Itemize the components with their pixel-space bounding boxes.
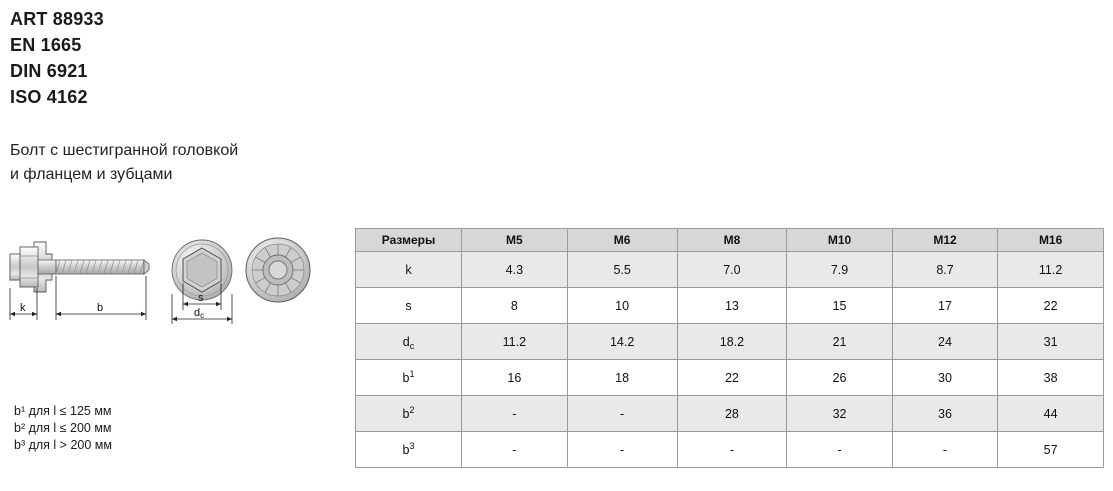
table-row	[356, 324, 1104, 360]
table-header-cell-m6: M6	[567, 229, 677, 252]
header-block	[10, 6, 340, 187]
cell-dc-m16: 31	[998, 324, 1104, 360]
cell-b2-m5: -	[462, 396, 568, 432]
table-row	[356, 252, 1104, 288]
footnotes	[14, 403, 112, 454]
cell-b1-m8: 22	[677, 360, 787, 396]
standard-en: EN 1665	[10, 35, 82, 55]
dimensions-table	[355, 228, 1104, 468]
dimension-label-k: k	[20, 302, 26, 314]
row-label-b3: $b^3$	[356, 432, 462, 468]
table-row	[356, 288, 1104, 324]
bolt-hex-end-view	[172, 240, 232, 300]
cell-b3-m16: 57	[998, 432, 1104, 468]
bolt-flange-end-view	[246, 238, 310, 302]
cell-k-m6: 5.5	[567, 252, 677, 288]
bolt-side-view	[10, 242, 149, 292]
dimension-label-b: b	[97, 302, 104, 314]
cell-b3-m10: -	[787, 432, 892, 468]
product-description-line-1: Болт с шестигранной головкой	[10, 142, 239, 159]
cell-b3-m8: -	[677, 432, 787, 468]
footnote-b1: b¹ для l ≤ 125 мм	[14, 404, 112, 418]
row-label-dc: $d_c$	[356, 324, 462, 360]
cell-dc-m5: 11.2	[462, 324, 568, 360]
technical-drawing	[6, 228, 326, 348]
row-label-s: s	[356, 288, 462, 324]
table-header-cell-m16: M16	[998, 229, 1104, 252]
dimension-label-dc: dc	[194, 307, 205, 320]
cell-k-m12: 8.7	[892, 252, 997, 288]
footnote-b3: b³ для l > 200 мм	[14, 438, 112, 452]
cell-b2-m12: 36	[892, 396, 997, 432]
product-description-line-2: и фланцем и зубцами	[10, 166, 173, 183]
cell-b2-m16: 44	[998, 396, 1104, 432]
cell-b1-m5: 16	[462, 360, 568, 396]
row-label-b2: $b^2$	[356, 396, 462, 432]
cell-k-m8: 7.0	[677, 252, 787, 288]
cell-b2-m8: 28	[677, 396, 787, 432]
cell-b3-m6: -	[567, 432, 677, 468]
standards-list	[10, 6, 340, 110]
table-row	[356, 432, 1104, 468]
table-header-cell-sizes: Размеры	[356, 229, 462, 252]
cell-b3-m5: -	[462, 432, 568, 468]
table-header-cell-m10: M10	[787, 229, 892, 252]
cell-s-m6: 10	[567, 288, 677, 324]
cell-b1-m16: 38	[998, 360, 1104, 396]
cell-s-m8: 13	[677, 288, 787, 324]
cell-b1-m10: 26	[787, 360, 892, 396]
row-label-b1: $b^1$	[356, 360, 462, 396]
cell-b1-m12: 30	[892, 360, 997, 396]
cell-dc-m6: 14.2	[567, 324, 677, 360]
cell-k-m10: 7.9	[787, 252, 892, 288]
table-header-cell-m12: M12	[892, 229, 997, 252]
cell-s-m16: 22	[998, 288, 1104, 324]
cell-b3-m12: -	[892, 432, 997, 468]
cell-dc-m10: 21	[787, 324, 892, 360]
cell-dc-m12: 24	[892, 324, 997, 360]
row-label-k: k	[356, 252, 462, 288]
cell-s-m10: 15	[787, 288, 892, 324]
dimension-label-s: s	[198, 292, 204, 304]
footnote-b2: b² для l ≤ 200 мм	[14, 421, 112, 435]
standard-iso: ISO 4162	[10, 87, 88, 107]
table-row	[356, 360, 1104, 396]
cell-s-m12: 17	[892, 288, 997, 324]
flange-bolt-drawing-svg	[6, 228, 326, 348]
table-header	[356, 229, 1104, 252]
cell-k-m16: 11.2	[998, 252, 1104, 288]
standard-art: ART 88933	[10, 9, 104, 29]
table-header-row	[356, 229, 1104, 252]
table-body	[356, 252, 1104, 468]
cell-s-m5: 8	[462, 288, 568, 324]
standard-din: DIN 6921	[10, 61, 88, 81]
table-header-cell-m8: M8	[677, 229, 787, 252]
product-description	[10, 139, 340, 187]
table-header-cell-m5: M5	[462, 229, 568, 252]
cell-k-m5: 4.3	[462, 252, 568, 288]
cell-b2-m10: 32	[787, 396, 892, 432]
cell-b2-m6: -	[567, 396, 677, 432]
table-row	[356, 396, 1104, 432]
cell-dc-m8: 18.2	[677, 324, 787, 360]
cell-b1-m6: 18	[567, 360, 677, 396]
